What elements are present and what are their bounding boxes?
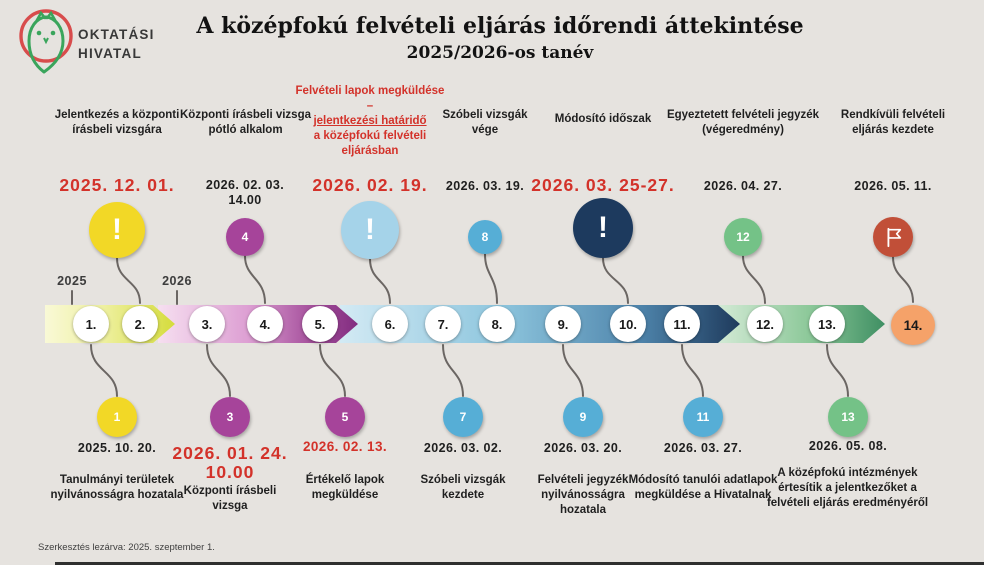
- badge-glyph: 8: [481, 230, 489, 244]
- top-badge-step-12: [724, 218, 762, 256]
- badge-glyph: 5: [341, 410, 349, 424]
- top-event-7-label: Rendkívüli felvételi eljárás kezdete: [840, 109, 946, 136]
- top-event-3-label-underlined: jelentkezési határidő: [313, 114, 427, 127]
- timeline-step-4: 4.: [247, 306, 283, 342]
- top-event-3-date: 2026. 02. 19.: [312, 175, 428, 195]
- bottom-event-6-label: Módosító tanulói adatlapok megküldése a Hivatalnak: [628, 474, 778, 501]
- badge-glyph: 12: [736, 230, 750, 244]
- top-event-2-date-time: 14.00: [228, 193, 262, 207]
- bottom-event-4-date: 2026. 03. 02.: [423, 441, 503, 455]
- badge-glyph: 9: [579, 410, 587, 424]
- bottom-event-1-label: Tanulmányi területek nyilvánosságra hozatala: [50, 474, 184, 501]
- arrow-segment-green: [718, 305, 885, 343]
- bottom-badge-step-5: [325, 397, 365, 437]
- timeline-step-7: 7.: [425, 306, 461, 342]
- bottom-event-2-date: 2026. 01. 24.: [172, 443, 288, 463]
- page-title: A középfokú felvételi eljárás időrendi áttekintése: [196, 13, 804, 39]
- bottom-badge-step-3: [210, 397, 250, 437]
- logo-wordmark: [78, 26, 155, 64]
- top-badge-step-4: [226, 218, 264, 256]
- year-label-2025: 2025: [57, 274, 87, 288]
- top-badge-alert-1: [89, 202, 145, 258]
- bottom-badge-step-11: [683, 397, 723, 437]
- bottom-event-5-label: Felvételi jegyzék nyilvánosságra hozatala: [537, 474, 629, 516]
- top-event-3-label-part3: a középfokú felvételi eljárásban: [313, 129, 427, 157]
- badge-glyph: !: [598, 211, 608, 244]
- owl-logo-icon: [16, 8, 76, 74]
- bottom-event-1-date: 2025. 10. 20.: [77, 441, 157, 455]
- bottom-event-3-label: Értékelő lapok megküldése: [305, 474, 385, 501]
- top-event-1-date: 2025. 12. 01.: [59, 175, 175, 195]
- top-badge-flag: [873, 217, 913, 257]
- editorial-note: Szerkesztés lezárva: 2025. szeptember 1.: [38, 542, 215, 553]
- timeline-step-12: 12.: [747, 306, 783, 342]
- badge-glyph: 4: [241, 230, 249, 244]
- timeline-step-3: 3.: [189, 306, 225, 342]
- bottom-event-2-label: Központi írásbeli vizsga: [183, 485, 277, 512]
- top-badge-step-8: [468, 220, 502, 254]
- top-event-1-label: Jelentkezés a központi írásbeli vizsgára: [54, 109, 180, 136]
- top-badge-alert-3: [573, 198, 633, 258]
- top-event-5-date: 2026. 03. 25-27.: [531, 175, 675, 195]
- badge-glyph: 13: [841, 410, 855, 424]
- timeline-step-11: 11.: [664, 306, 700, 342]
- page-subtitle: 2025/2026-os tanév: [406, 43, 594, 63]
- top-event-2-date: 2026. 02. 03.: [205, 178, 285, 192]
- bottom-badge-step-13: [828, 397, 868, 437]
- timeline-step-14: 14.: [891, 305, 935, 345]
- flag-icon: [882, 225, 904, 249]
- bottom-event-6-date: 2026. 03. 27.: [663, 441, 743, 455]
- badge-glyph: !: [365, 213, 375, 246]
- top-event-4-label: Szóbeli vizsgák vége: [442, 109, 528, 136]
- top-event-5-label: Módosító időszak: [554, 113, 652, 125]
- timeline-step-10: 10.: [610, 306, 646, 342]
- badge-glyph: 11: [696, 410, 710, 424]
- bottom-badge-step-7: [443, 397, 483, 437]
- top-badge-alert-2: [341, 201, 399, 259]
- badge-glyph: !: [112, 213, 122, 246]
- timeline-step-2: 2.: [122, 306, 158, 342]
- top-event-2-label: Központi írásbeli vizsga pótló alkalom: [180, 109, 311, 136]
- timeline-step-8: 8.: [479, 306, 515, 342]
- top-event-6-date: 2026. 04. 27.: [703, 179, 783, 193]
- timeline-step-5: 5.: [302, 306, 338, 342]
- timeline-step-6: 6.: [372, 306, 408, 342]
- badge-glyph: 3: [226, 410, 234, 424]
- top-event-7-date: 2026. 05. 11.: [854, 179, 932, 193]
- top-event-3-label-part1: Felvételi lapok megküldése –: [295, 85, 445, 112]
- bottom-event-7-label: A középfokú intézmények értesítik a jelentkezőket a felvételi eljárás eredményéről: [766, 467, 929, 509]
- bottom-event-5-date: 2026. 03. 20.: [543, 441, 623, 455]
- bottom-event-3-date: 2026. 02. 13.: [302, 439, 388, 454]
- timeline-step-13: 13.: [809, 306, 845, 342]
- bottom-badge-step-9: [563, 397, 603, 437]
- year-label-2026: 2026: [162, 274, 192, 288]
- logo-line2: HIVATAL: [78, 45, 142, 61]
- badge-glyph: 7: [459, 410, 467, 424]
- logo-line1: OKTATÁSI: [78, 27, 155, 42]
- top-event-6-label: Egyeztetett felvételi jegyzék (végeredmény): [666, 109, 820, 136]
- badge-glyph: 1: [113, 410, 121, 424]
- bottom-event-7-date: 2026. 05. 08.: [808, 439, 888, 453]
- bottom-badge-step-1: [97, 397, 137, 437]
- bottom-event-4-label: Szóbeli vizsgák kezdete: [420, 474, 506, 501]
- top-event-3-label: [292, 84, 448, 159]
- timeline-step-1: 1.: [73, 306, 109, 342]
- top-event-4-date: 2026. 03. 19.: [445, 179, 525, 193]
- bottom-event-2-date-time: 10.00: [205, 462, 255, 482]
- timeline-step-9: 9.: [545, 306, 581, 342]
